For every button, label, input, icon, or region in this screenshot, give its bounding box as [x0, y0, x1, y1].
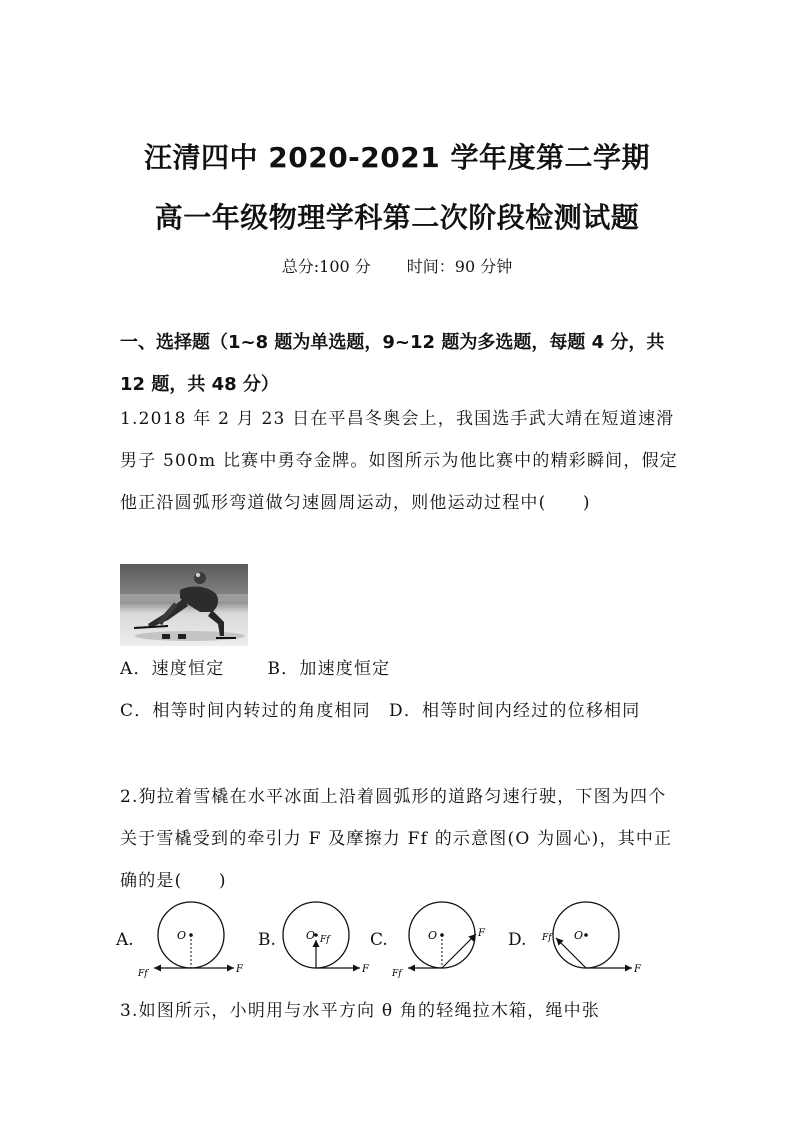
- diagram-b-f: F: [362, 964, 369, 975]
- exam-meta: [0, 254, 794, 277]
- diagram-a-label: A.: [116, 930, 134, 950]
- exam-title-line2: 高一年级物理学科第二次阶段检测试题: [154, 201, 640, 234]
- diagram-b-ff: Ff: [320, 935, 330, 945]
- diagram-d-label: D.: [508, 930, 527, 950]
- diagram-a-ff: Ff: [138, 969, 148, 979]
- diagram-a: [116, 898, 256, 980]
- diagram-c-center: O: [428, 929, 438, 942]
- diagram-b: [258, 898, 378, 980]
- section-heading: 一、选择题（1~8 题为单选题，9~12 题为多选题，每题 4 分，共 12 题，共 48 分）: [120, 332, 665, 395]
- diagram-c-label: C.: [370, 930, 388, 950]
- question-1-options-row1: A．速度恒定 B．加速度恒定: [120, 659, 391, 679]
- speed-skater-photo: [120, 564, 248, 646]
- diagram-d-ff: Ff: [542, 933, 552, 943]
- exam-title-line1: 汪清四中 2020-2021 学年度第二学期: [144, 141, 650, 174]
- total-score: 总分:100 分: [281, 257, 371, 276]
- force-diagrams: [116, 898, 676, 980]
- diagram-c-f: F: [478, 928, 485, 939]
- diagram-a-center: O: [177, 929, 187, 942]
- diagram-d-center: O: [574, 929, 584, 942]
- diagram-c: [370, 898, 510, 980]
- question-1-options: [120, 648, 680, 732]
- diagram-c-ff: Ff: [392, 969, 402, 979]
- exam-time: 时间：90 分钟: [406, 257, 513, 276]
- diagram-d-f: F: [634, 964, 641, 975]
- diagram-a-f: F: [236, 964, 243, 975]
- question-2-stem: 2.狗拉着雪橇在水平冰面上沿着圆弧形的道路匀速行驶，下图为四个关于雪橇受到的牵引力 F 及摩擦力 Ff 的示意图(O 为圆心)，其中正确的是( ): [120, 787, 673, 891]
- diagram-b-label: B.: [258, 930, 276, 950]
- question-3-stem: 3.如图所示，小明用与水平方向 θ 角的轻绳拉木箱，绳中张: [120, 1001, 601, 1021]
- diagram-b-center: O: [306, 929, 316, 942]
- question-1-options-row2: C．相等时间内转过的角度相同 D．相等时间内经过的位移相同: [120, 701, 641, 721]
- question-1-stem: 1.2018 年 2 月 23 日在平昌冬奥会上，我国选手武大靖在短道速滑男子 500m 比赛中勇夺金牌。如图所示为他比赛中的精彩瞬间，假定他正沿圆弧形弯道做匀速圆周运动，则他运动过程中( ): [120, 409, 678, 513]
- diagram-d: [508, 898, 658, 980]
